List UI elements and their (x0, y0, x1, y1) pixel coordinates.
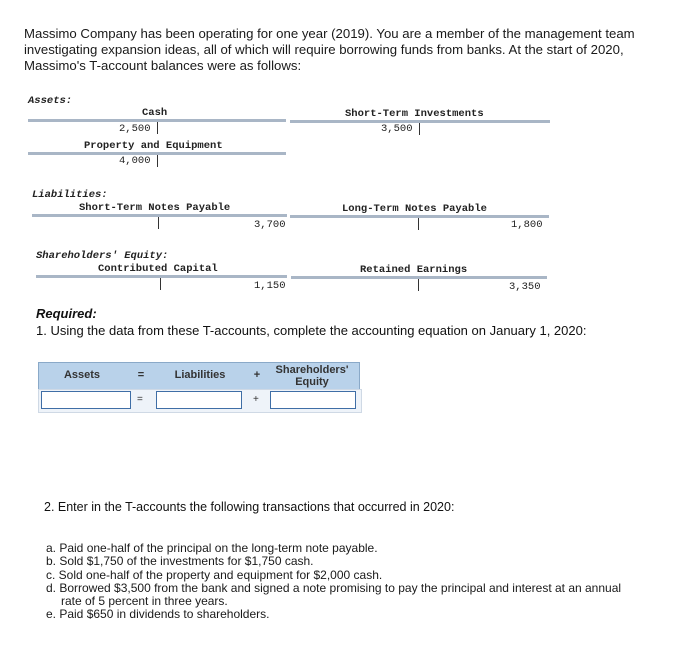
t-account-stem (419, 123, 420, 135)
transaction-d-continued: rate of 5 percent in three years. (61, 594, 228, 609)
t-account-stem (158, 217, 159, 229)
transaction-e: e. Paid $650 in dividends to shareholders. (46, 607, 270, 622)
liabilities-heading: Liabilities: (32, 189, 108, 201)
question-1: 1. Using the data from these T-accounts, complete the accounting equation on January 1, 2020: (36, 323, 587, 338)
equity-heading: Shareholders' Equity: (36, 250, 169, 262)
required-section (36, 305, 586, 339)
t-account-bar (36, 275, 287, 278)
equation-header-plus: + (253, 369, 261, 381)
intro-paragraph: Massimo Company has been operating for one year (2019). You are a member of the management team investigating expansion ideas, all of which will require borrowing funds from banks. At the start of 2020, Massimo's T-account balances were as follows: (24, 26, 635, 73)
equation-header-assets: Assets (63, 369, 101, 381)
liabilities-input[interactable] (156, 391, 242, 409)
t-account-bar (32, 214, 287, 217)
t-account-stem (418, 279, 419, 291)
t-account-title: Short-Term Investments (345, 108, 484, 120)
transaction-c: c. Sold one-half of the property and equipment for $2,000 cash. (46, 567, 383, 582)
equity-input[interactable] (270, 391, 356, 409)
equation-header-equity (272, 364, 352, 388)
t-account-title: Cash (142, 107, 168, 119)
transaction-b: b. Sold $1,750 of the investments for $1,750 cash. (46, 554, 314, 569)
t-account-title: Property and Equipment (84, 140, 223, 152)
t-account-stem (160, 278, 161, 290)
t-account-title: Retained Earnings (360, 264, 468, 276)
t-account-balance: 1,150 (254, 280, 286, 292)
transaction-a: a. Paid one-half of the principal on the long-term note payable. (46, 541, 378, 555)
equals-sign: = (137, 394, 143, 405)
t-account-title: Short-Term Notes Payable (79, 202, 231, 214)
required-label: Required: (36, 306, 97, 321)
t-account-bar (290, 215, 549, 218)
t-account-title: Contributed Capital (98, 263, 218, 275)
question-2: 2. Enter in the T-accounts the following transactions that occurred in 2020: (44, 500, 455, 514)
equation-header-liabilities: Liabilities (174, 369, 226, 381)
assets-input[interactable] (41, 391, 131, 409)
t-account-balance: 4,000 (119, 155, 151, 167)
t-account-stem (157, 122, 158, 134)
transaction-d: d. Borrowed $3,500 from the bank and signed a note promising to pay the principal and interest at an annual (46, 580, 622, 595)
t-account-stem (418, 218, 419, 230)
plus-sign: + (253, 394, 259, 405)
t-account-bar (290, 120, 550, 123)
assets-heading: Assets: (28, 95, 73, 107)
transactions-list (46, 542, 676, 622)
equation-header-equals: = (137, 369, 145, 381)
t-account-stem (157, 155, 158, 167)
equity-line-1: Shareholders' (275, 364, 349, 376)
t-account-balance: 1,800 (511, 219, 543, 231)
t-account-balance: 3,700 (254, 219, 286, 231)
equity-line-2: Equity (295, 376, 329, 388)
t-account-title: Long-Term Notes Payable (342, 203, 487, 215)
t-account-balance: 3,500 (381, 123, 413, 135)
t-account-balance: 2,500 (119, 123, 151, 135)
t-account-bar (291, 276, 547, 279)
t-account-balance: 3,350 (509, 281, 541, 293)
